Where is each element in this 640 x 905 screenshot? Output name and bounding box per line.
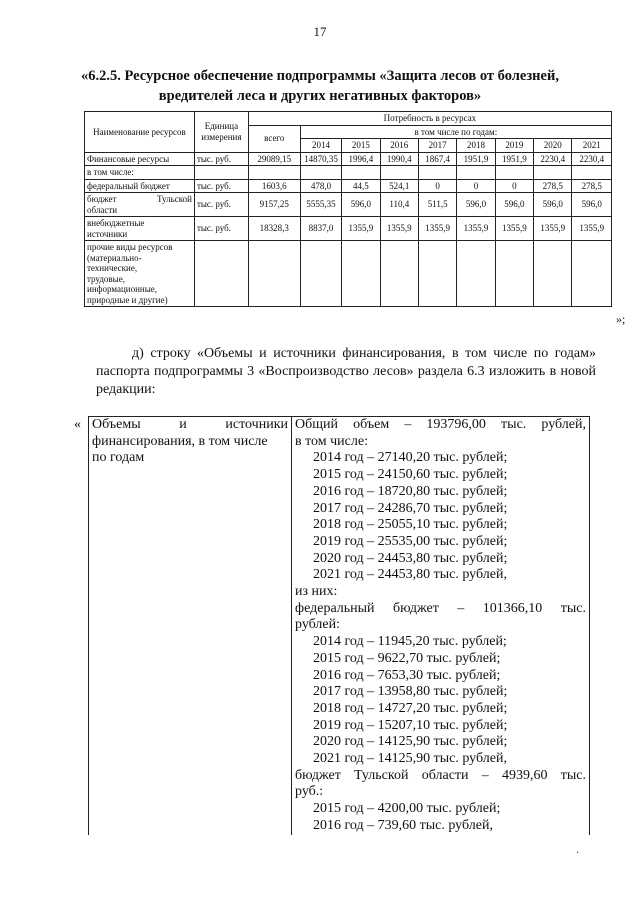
row-value: 278,5 bbox=[572, 179, 612, 193]
financing-line: 2021 год – 14125,90 тыс. рублей, bbox=[313, 751, 507, 767]
row-name-line: источники bbox=[87, 228, 128, 239]
row-value: 511,5 bbox=[418, 193, 456, 217]
row-value bbox=[457, 241, 495, 307]
row-name-word: бюджет bbox=[87, 194, 117, 204]
financing-line: рублей: bbox=[295, 617, 340, 633]
footer-mark: · bbox=[576, 848, 580, 859]
row-name-line: информационные, bbox=[87, 284, 158, 294]
table-closing-quote: »; bbox=[616, 312, 626, 326]
row-value bbox=[418, 166, 456, 180]
financing-line: из них: bbox=[295, 584, 338, 600]
row-value bbox=[380, 166, 418, 180]
financing-line: 2014 год – 27140,20 тыс. рублей; bbox=[313, 450, 508, 466]
resource-table bbox=[84, 111, 612, 307]
row-value: 1990,4 bbox=[380, 152, 418, 166]
header-year: 2021 bbox=[572, 139, 612, 153]
row-name bbox=[85, 241, 195, 307]
financing-line: 2014 год – 11945,20 тыс. рублей; bbox=[313, 634, 507, 650]
row-value: 1355,9 bbox=[380, 217, 418, 241]
financing-line: федеральный бюджет – 101366,10 тыс. bbox=[295, 600, 586, 616]
financing-line: 2019 год – 15207,10 тыс. рублей; bbox=[313, 717, 508, 733]
table-row-extrabudget bbox=[85, 217, 612, 241]
financing-line: 2015 год – 9622,70 тыс. рублей; bbox=[313, 650, 501, 666]
row-value: 8837,0 bbox=[300, 217, 341, 241]
row-value: 596,0 bbox=[342, 193, 380, 217]
header-year: 2019 bbox=[495, 139, 533, 153]
table-row-federal bbox=[85, 179, 612, 193]
financing-line: 2016 год – 7653,30 тыс. рублей; bbox=[313, 667, 501, 683]
row-value bbox=[457, 166, 495, 180]
row-value: 5555,35 bbox=[300, 193, 341, 217]
row-value bbox=[300, 166, 341, 180]
row-unit: тыс. руб. bbox=[194, 152, 248, 166]
row-value: 0 bbox=[457, 179, 495, 193]
row-name: Финансовые ресурсы bbox=[85, 152, 195, 166]
label-word: Объемы bbox=[92, 417, 141, 432]
row-value: 1867,4 bbox=[418, 152, 456, 166]
row-unit bbox=[194, 241, 248, 307]
row-value: 1951,9 bbox=[457, 152, 495, 166]
row-value: 0 bbox=[495, 179, 533, 193]
row-value: 1355,9 bbox=[418, 217, 456, 241]
financing-line: 2018 год – 25055,10 тыс. рублей; bbox=[313, 517, 508, 533]
heading-line-2: вредителей леса и других негативных факторов» bbox=[158, 88, 482, 104]
row-value bbox=[380, 241, 418, 307]
row-value: 1355,9 bbox=[495, 217, 533, 241]
row-name bbox=[85, 193, 195, 217]
row-value: 1996,4 bbox=[342, 152, 380, 166]
financing-line: 2018 год – 14727,20 тыс. рублей; bbox=[313, 700, 508, 716]
header-year: 2017 bbox=[418, 139, 456, 153]
row-name-line: технические, bbox=[87, 263, 138, 273]
financing-line: 2021 год – 24453,80 тыс. рублей, bbox=[313, 567, 507, 583]
row-value: 2230,4 bbox=[534, 152, 572, 166]
passport-opening-quote: « bbox=[74, 417, 81, 432]
row-unit bbox=[194, 166, 248, 180]
row-name: в том числе: bbox=[85, 166, 195, 180]
row-total: 18328,3 bbox=[248, 217, 300, 241]
financing-line: 2015 год – 4200,00 тыс. рублей; bbox=[313, 801, 501, 817]
row-value: 596,0 bbox=[457, 193, 495, 217]
header-year: 2015 bbox=[342, 139, 380, 153]
row-value: 1951,9 bbox=[495, 152, 533, 166]
row-value bbox=[534, 166, 572, 180]
page-number: 17 bbox=[313, 24, 327, 39]
financing-line: 2017 год – 13958,80 тыс. рублей; bbox=[313, 684, 508, 700]
row-total: 9157,25 bbox=[248, 193, 300, 217]
financing-line: 2019 год – 25535,00 тыс. рублей; bbox=[313, 533, 508, 549]
row-value bbox=[534, 241, 572, 307]
row-value: 1355,9 bbox=[342, 217, 380, 241]
amendment-paragraph bbox=[96, 345, 596, 399]
header-year: 2018 bbox=[457, 139, 495, 153]
header-year: 2014 bbox=[300, 139, 341, 153]
header-by-years: в том числе по годам: bbox=[300, 125, 611, 139]
financing-line: в том числе: bbox=[295, 433, 368, 449]
row-name-word: Тульской bbox=[156, 194, 192, 204]
label-line: финансирования, в том числе bbox=[92, 433, 268, 449]
row-value: 478,0 bbox=[300, 179, 341, 193]
header-year: 2020 bbox=[534, 139, 572, 153]
row-value bbox=[342, 166, 380, 180]
row-value: 524,1 bbox=[380, 179, 418, 193]
row-unit: тыс. руб. bbox=[194, 179, 248, 193]
passport-row-label bbox=[89, 417, 292, 835]
row-value: 596,0 bbox=[495, 193, 533, 217]
row-value: 1355,9 bbox=[572, 217, 612, 241]
financing-line: 2017 год – 24286,70 тыс. рублей; bbox=[313, 500, 508, 516]
passport-row bbox=[89, 417, 590, 835]
row-value bbox=[572, 241, 612, 307]
row-name-line: области bbox=[87, 204, 118, 215]
table-row-including bbox=[85, 166, 612, 180]
row-value: 596,0 bbox=[534, 193, 572, 217]
row-value: 110,4 bbox=[380, 193, 418, 217]
row-name bbox=[85, 217, 195, 241]
heading-line-1: «6.2.5. Ресурсное обеспечение подпрограммы «Защита лесов от болезней, bbox=[81, 68, 559, 84]
row-total bbox=[248, 241, 300, 307]
header-name: Наименование ресурсов bbox=[85, 112, 195, 153]
row-value: 1355,9 bbox=[534, 217, 572, 241]
row-name-line: внебюджетные bbox=[87, 218, 145, 228]
row-value: 278,5 bbox=[534, 179, 572, 193]
row-total: 29089,15 bbox=[248, 152, 300, 166]
row-value: 44,5 bbox=[342, 179, 380, 193]
row-unit: тыс. руб. bbox=[194, 193, 248, 217]
row-value bbox=[495, 241, 533, 307]
section-heading bbox=[60, 66, 580, 106]
label-word: источники bbox=[225, 417, 288, 432]
financing-line: 2015 год – 24150,60 тыс. рублей; bbox=[313, 467, 508, 483]
table-row-financial bbox=[85, 152, 612, 166]
row-value bbox=[300, 241, 341, 307]
row-value: 14870,35 bbox=[300, 152, 341, 166]
header-total: всего bbox=[248, 125, 300, 152]
row-value bbox=[495, 166, 533, 180]
financing-line: 2020 год – 14125,90 тыс. рублей; bbox=[313, 734, 508, 750]
table-row-regional bbox=[85, 193, 612, 217]
paragraph-text: д) строку «Объемы и источники финансирования, в том числе по годам» паспорта подпрограммы 3 «Воспроизводство лесов» раздела 6.3 изложить в новой редакции: bbox=[96, 346, 596, 397]
row-value: 596,0 bbox=[572, 193, 612, 217]
row-value: 1355,9 bbox=[457, 217, 495, 241]
passport-table bbox=[88, 416, 590, 835]
row-total bbox=[248, 166, 300, 180]
row-value bbox=[418, 241, 456, 307]
row-value bbox=[342, 241, 380, 307]
row-name-line: трудовые, bbox=[87, 273, 125, 284]
passport-row-value bbox=[292, 417, 590, 835]
header-row-1 bbox=[85, 112, 612, 126]
row-unit: тыс. руб. bbox=[194, 217, 248, 241]
row-name-line: прочие виды ресурсов bbox=[87, 242, 173, 252]
financing-line: бюджет Тульской области – 4939,60 тыс. bbox=[295, 767, 586, 783]
table-row-other bbox=[85, 241, 612, 307]
financing-line: руб.: bbox=[295, 784, 324, 800]
row-name-line: (материально- bbox=[87, 252, 142, 263]
row-name-line: природные и другие) bbox=[87, 294, 168, 305]
row-total: 1603,6 bbox=[248, 179, 300, 193]
row-value: 2230,4 bbox=[572, 152, 612, 166]
row-value: 0 bbox=[418, 179, 456, 193]
financing-line: 2016 год – 18720,80 тыс. рублей; bbox=[313, 483, 508, 499]
row-value bbox=[572, 166, 612, 180]
row-name: федеральный бюджет bbox=[85, 179, 195, 193]
financing-line: 2016 год – 739,60 тыс. рублей, bbox=[313, 817, 493, 833]
label-word: и bbox=[179, 417, 187, 432]
header-year: 2016 bbox=[380, 139, 418, 153]
header-unit: Единица измерения bbox=[194, 112, 248, 153]
financing-line: Общий объем – 193796,00 тыс. рублей, bbox=[295, 417, 586, 432]
label-line: по годам bbox=[92, 450, 145, 466]
financing-line: 2020 год – 24453,80 тыс. рублей; bbox=[313, 550, 508, 566]
header-need: Потребность в ресурсах bbox=[248, 112, 611, 126]
